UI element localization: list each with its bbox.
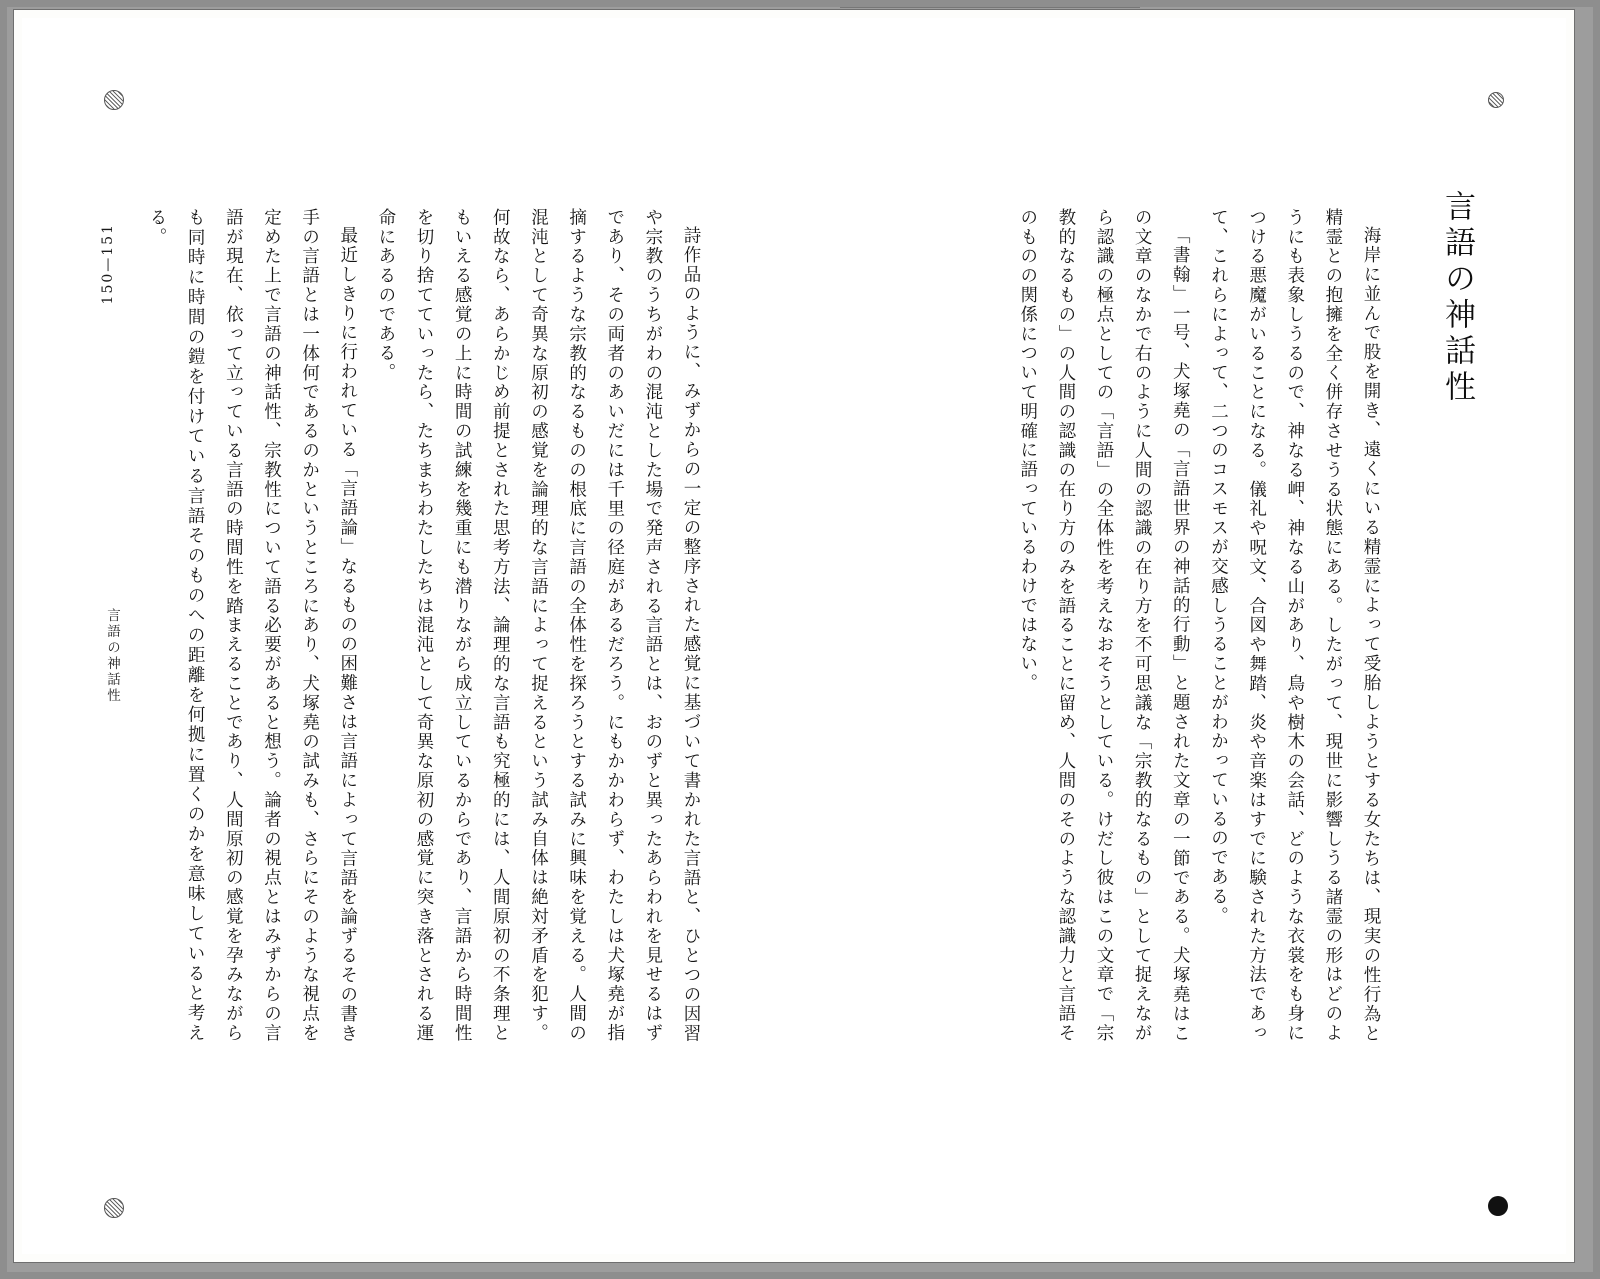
running-head: 言語の神話性 (104, 608, 120, 704)
registration-mark-top-right (1488, 92, 1504, 108)
body-column-left (145, 208, 710, 1043)
solid-dot-mark-bottom-right (1488, 1196, 1508, 1216)
registration-mark-bottom-left (104, 1198, 124, 1218)
scan-edge-nick (840, 4, 1140, 8)
paragraph: 「書翰」一号、犬塚堯の「言語世界の神話的行動」と題された文章の一節である。犬塚堯はこの文章のなかで右のように人間の認識の在り方を不可思議な「宗教的なるもの」として捉えながら認識の極点としての「言語」の全体性を考えなおそうとしている。けだし彼はこの文章で「宗教的なるもの」の人間の認識の在り方のみを語ることに留め、人間のそのような認識力と言語そのものの関係について明確に語っているわけではない。 (1017, 208, 1191, 1043)
body-column-right (780, 208, 1390, 1043)
paragraph: 最近しきりに行われている「言語論」なるものの困難さは言語によって言語を論ずるその書き手の言語とは一体何であるのかというところにあり、犬塚堯の試みも、さらにそのような視点を定めた上で言語の神話性、宗教性について語る必要があると想う。論者の視点とはみずからの言語が現在、依って立っている言語の時間性を踏まえることであり、人間原初の感覚を孕みながらも同時に時間の鎧を付けている言語そのものへの距離を何拠に置くのかを意味していると考える。 (147, 208, 358, 1043)
paragraph: 詩作品のように、みずからの一定の整序された感覚に基づいて書かれた言語と、ひとつの因習や宗教のうちがわの混沌とした場で発声される言語とは、おのずと異ったあらわれを見せるはずであり、その両者のあいだには千里の径庭があるだろう。にもかかわらず、わたしは犬塚堯が指摘するような宗教的なるものの根底に言語の全体性を探ろうとする試みに興味を覚える。人間の混沌として奇異な原初の感覚を論理的な言語によって捉えるという試み自体は絶対矛盾を犯す。何故なら、あらかじめ前提とされた思考方法、論理的な言語も究極的には、人間原初の不条理ともいえる感覚の上に時間の試練を幾重にも潜りながら成立しているからであり、言語から時間性を切り捨てていったら、たちまちわたしたちは混沌として奇異な原初の感覚に突き落とされる運命にあるのである。 (375, 208, 701, 1043)
paragraph: 海岸に並んで股を開き、遠くにいる精霊によって受胎しようとする女たちは、現実の性行為と精霊との抱擁を全く併存させうる状態にある。したがって、現世に影響しうる諸霊の形はどのようにも表象しうるので、神なる岬、神なる山があり、鳥や樹木の会話、どのような衣裳をも身につける悪魔がいることになる。儀礼や呪文、合図や舞踏、炎や音楽はすでに験された方法であって、これらによって、二つのコスモスが交感しうることがわかっているのである。 (1208, 208, 1381, 1043)
registration-mark-top-left (104, 90, 124, 110)
page-sheet (14, 10, 1574, 1262)
page-text-area (142, 188, 1475, 1088)
page-paper (22, 18, 1566, 1254)
page-folio: 150—151 (100, 223, 116, 305)
chapter-title: 言語の神話性 (1439, 190, 1475, 406)
